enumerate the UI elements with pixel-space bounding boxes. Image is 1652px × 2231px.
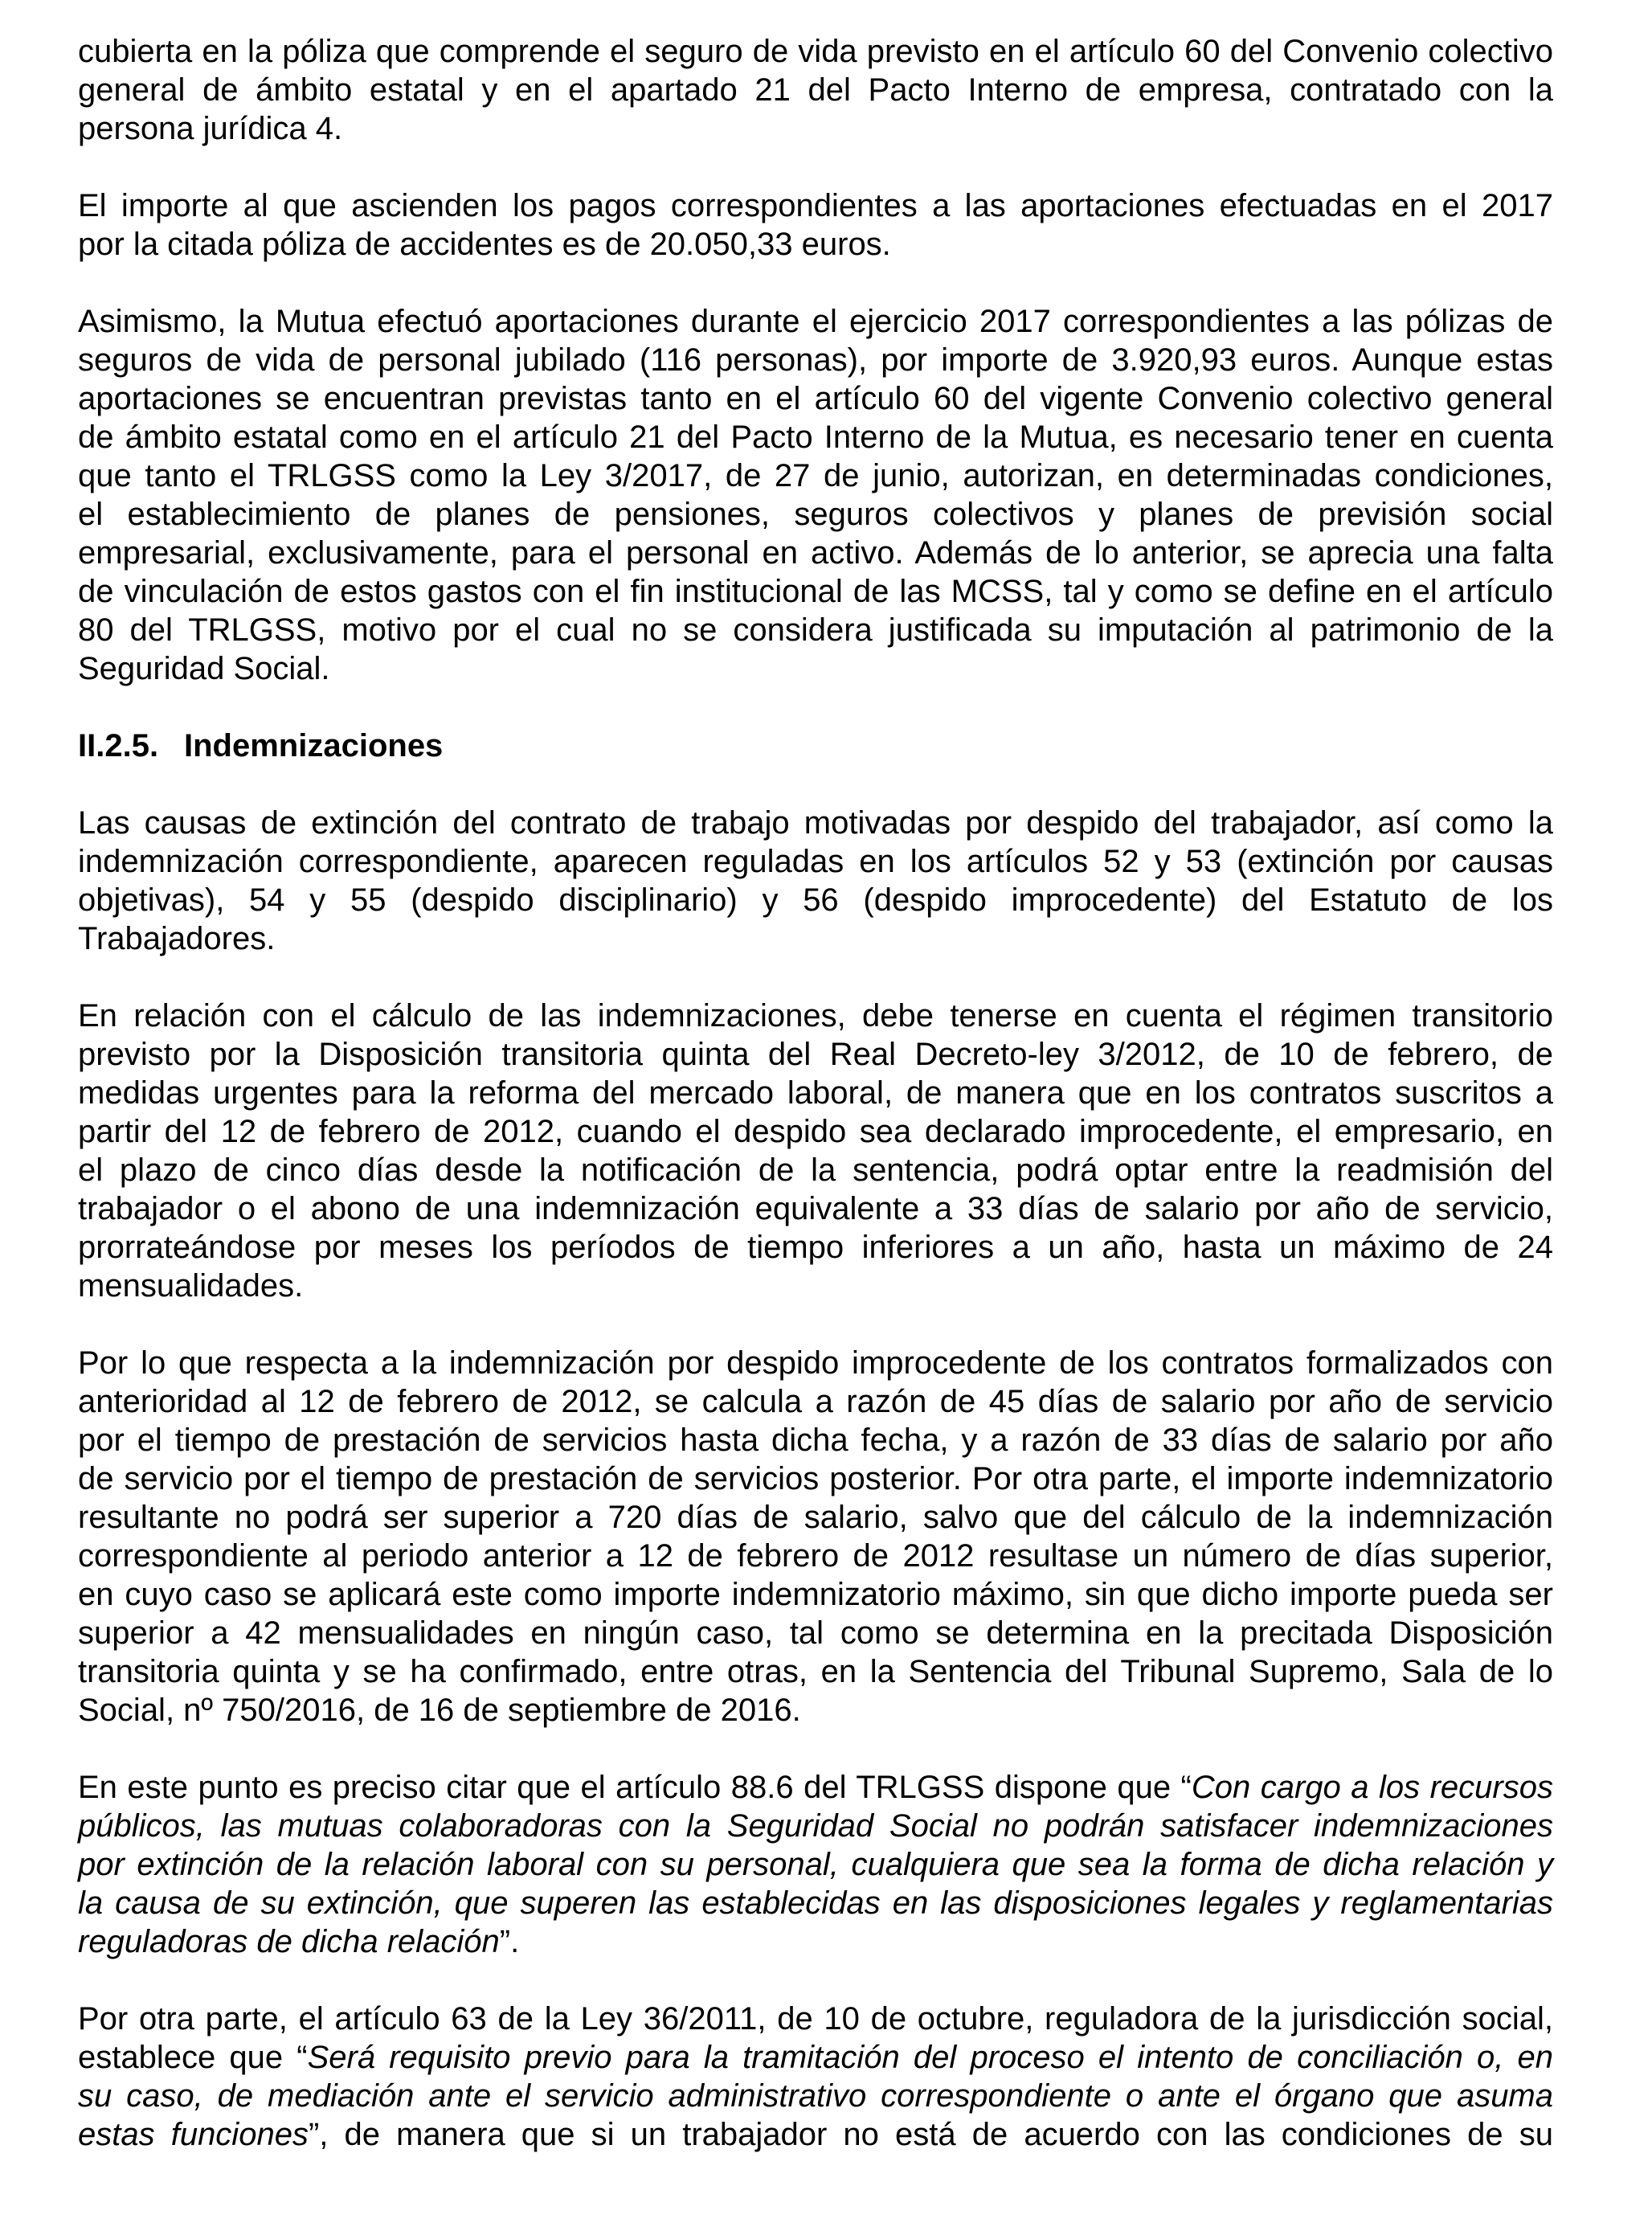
- paragraph: [78, 2000, 1553, 2154]
- quoted-text: estas funciones: [78, 2117, 309, 2152]
- text-line: [78, 1498, 1553, 1537]
- text-line: [78, 495, 1553, 534]
- text-segment: en cuyo caso se aplicará este como importe indemnizatorio máximo, sin que dicho importe pueda ser: [78, 1577, 1553, 1612]
- text-line: [78, 1537, 1553, 1575]
- text-line: [78, 2077, 1553, 2115]
- text-line: [78, 456, 1553, 495]
- text-segment: Por otra parte, el artículo 63 de la Ley 36/2011, de 10 de octubre, reguladora de la jurisdicción social,: [78, 2001, 1553, 2037]
- text-line: [78, 2038, 1553, 2077]
- text-line: [78, 611, 1553, 649]
- paragraph: [78, 302, 1553, 688]
- paragraphs-after-section: [78, 804, 1553, 2154]
- text-line: [78, 109, 1553, 148]
- paragraph: [78, 997, 1553, 1305]
- text-segment: el plazo de cinco días desde la notificación de la sentencia, podrá optar entre la readmisión del: [78, 1152, 1553, 1188]
- text-line: [78, 2115, 1553, 2154]
- text-segment: Seguridad Social.: [78, 651, 330, 686]
- text-segment: de vinculación de estos gastos con el fin institucional de las MCSS, tal y como se define en el artículo: [78, 574, 1553, 609]
- text-line: [78, 71, 1553, 109]
- text-line: [78, 1845, 1553, 1884]
- text-line: [78, 1344, 1553, 1382]
- text-segment: objetivas), 54 y 55 (despido disciplinario) y 56 (despido improcedente) del Estatuto de los: [78, 882, 1553, 918]
- text-line: [78, 1228, 1553, 1267]
- quoted-text: su caso, de mediación ante el servicio administrativo correspondiente o ante el órgano que asuma: [78, 2078, 1553, 2114]
- paragraph: [78, 186, 1553, 264]
- text-segment: 80 del TRLGSS, motivo por el cual no se considera justificada su imputación al patrimonio de la: [78, 612, 1553, 648]
- text-line: [78, 1922, 1553, 1961]
- text-segment: persona jurídica 4.: [78, 111, 343, 146]
- text-segment: prorrateándose por meses los períodos de tiempo inferiores a un año, hasta un máximo de 24: [78, 1230, 1553, 1265]
- text-segment: El importe al que ascienden los pagos correspondientes a las aportaciones efectuadas en el 2017: [78, 188, 1553, 223]
- text-line: [78, 186, 1553, 225]
- text-line: [78, 1151, 1553, 1189]
- text-segment: ”, de manera que si un trabajador no está de acuerdo con las condiciones de su: [308, 2117, 1553, 2152]
- section-heading: [78, 727, 1553, 765]
- text-segment: Trabajadores.: [78, 921, 276, 956]
- text-line: [78, 1074, 1553, 1112]
- text-line: [78, 842, 1553, 881]
- text-segment: trabajador o el abono de una indemnización equivalente a 33 días de salario por año de servicio,: [78, 1191, 1553, 1226]
- text-line: [78, 1614, 1553, 1652]
- text-line: [78, 302, 1553, 341]
- paragraph: [78, 1768, 1553, 1961]
- text-line: [78, 1035, 1553, 1074]
- text-line: [78, 1691, 1553, 1730]
- text-segment: resultante no podrá ser superior a 720 días de salario, salvo que del cálculo de la indemnización: [78, 1500, 1553, 1535]
- text-segment: previsto por la Disposición transitoria quinta del Real Decreto-ley 3/2012, de 10 de febrero, de: [78, 1037, 1553, 1072]
- text-line: [78, 32, 1553, 71]
- text-segment: establece que “: [78, 2040, 308, 2075]
- text-line: [78, 881, 1553, 919]
- text-segment: aportaciones se encuentran previstas tanto en el artículo 60 del vigente Convenio colectivo general: [78, 381, 1553, 416]
- text-segment: indemnización correspondiente, aparecen reguladas en los artículos 52 y 53 (extinción por causas: [78, 844, 1553, 879]
- text-segment: que tanto el TRLGSS como la Ley 3/2017, de 27 de junio, autorizan, en determinadas condiciones,: [78, 458, 1553, 493]
- text-segment: de servicio por el tiempo de prestación de servicios posterior. Por otra parte, el importe indemnizatorio: [78, 1461, 1553, 1496]
- text-segment: empresarial, exclusivamente, para el personal en activo. Además de lo anterior, se aprecia una falta: [78, 535, 1553, 571]
- section-number: II.2.5.: [78, 728, 159, 763]
- quoted-text: reguladoras de dicha relación: [78, 1924, 500, 1959]
- text-line: [78, 1768, 1553, 1807]
- text-segment: partir del 12 de febrero de 2012, cuando el despido sea declarado improcedente, el empresario, en: [78, 1114, 1553, 1149]
- quoted-text: públicos, las mutuas colaboradoras con la Seguridad Social no podrán satisfacer indemnizaciones: [78, 1808, 1553, 1844]
- text-line: [78, 1112, 1553, 1151]
- text-line: [78, 534, 1553, 572]
- text-line: [78, 1421, 1553, 1459]
- text-line: [78, 1267, 1553, 1305]
- text-line: [78, 1807, 1553, 1845]
- document-page: [78, 32, 1553, 2192]
- text-segment: cubierta en la póliza que comprende el seguro de vida previsto en el artículo 60 del Convenio colectivo: [78, 34, 1553, 69]
- text-line: [78, 919, 1553, 958]
- text-segment: ”.: [499, 1924, 520, 1959]
- quoted-text: Con cargo a los recursos: [1191, 1770, 1553, 1805]
- text-line: [78, 804, 1553, 842]
- text-segment: mensualidades.: [78, 1268, 304, 1304]
- text-line: [78, 1652, 1553, 1691]
- text-segment: En relación con el cálculo de las indemnizaciones, debe tenerse en cuenta el régimen transitorio: [78, 998, 1553, 1034]
- text-segment: general de ámbito estatal y en el apartado 21 del Pacto Interno de empresa, contratado con la: [78, 72, 1553, 108]
- text-line: [78, 2000, 1553, 2038]
- text-segment: medidas urgentes para la reforma del mercado laboral, de manera que en los contratos suscritos a: [78, 1075, 1553, 1111]
- text-segment: superior a 42 mensualidades en ningún caso, tal como se determina en la precitada Disposición: [78, 1615, 1553, 1651]
- text-line: [78, 1575, 1553, 1614]
- text-line: [78, 649, 1553, 688]
- text-segment: el establecimiento de planes de pensiones, seguros colectivos y planes de previsión social: [78, 497, 1553, 532]
- text-segment: correspondiente al periodo anterior a 12 de febrero de 2012 resultase un número de días superior,: [78, 1538, 1553, 1574]
- text-segment: Asimismo, la Mutua efectuó aportaciones durante el ejercicio 2017 correspondientes a las pólizas de: [78, 304, 1553, 339]
- text-line: [78, 1884, 1553, 1922]
- quoted-text: por extinción de la relación laboral con su personal, cualquiera que sea la forma de dicha relación y: [78, 1847, 1553, 1882]
- text-line: [78, 225, 1553, 264]
- text-line: [78, 379, 1553, 418]
- quoted-text: Será requisito previo para la tramitación del proceso el intento de conciliación o, en: [307, 2040, 1554, 2075]
- paragraph: [78, 32, 1553, 148]
- text-segment: por la citada póliza de accidentes es de 20.050,33 euros.: [78, 227, 891, 262]
- text-line: [78, 341, 1553, 379]
- text-segment: En este punto es preciso citar que el artículo 88.6 del TRLGSS dispone que “: [78, 1770, 1192, 1805]
- text-segment: transitoria quinta y se ha confirmado, entre otras, en la Sentencia del Tribunal Supremo, Sala de lo: [78, 1654, 1553, 1689]
- paragraph: [78, 1344, 1553, 1730]
- text-segment: de ámbito estatal como en el artículo 21 del Pacto Interno de la Mutua, es necesario tener en cuenta: [78, 420, 1553, 455]
- text-line: [78, 1459, 1553, 1498]
- text-line: [78, 1382, 1553, 1421]
- text-segment: Las causas de extinción del contrato de trabajo motivadas por despido del trabajador, así como la: [78, 805, 1553, 841]
- text-line: [78, 1189, 1553, 1228]
- text-segment: Social, nº 750/2016, de 16 de septiembre de 2016.: [78, 1693, 801, 1728]
- section-title: Indemnizaciones: [184, 728, 444, 763]
- paragraph: [78, 804, 1553, 958]
- text-line: [78, 997, 1553, 1035]
- quoted-text: la causa de su extinción, que superen las establecidas en las disposiciones legales y reglamentarias: [78, 1885, 1553, 1921]
- paragraphs-before-section: [78, 32, 1553, 688]
- text-segment: por el tiempo de prestación de servicios hasta dicha fecha, y a razón de 33 días de salario por año: [78, 1423, 1553, 1458]
- text-line: [78, 572, 1553, 611]
- text-line: [78, 418, 1553, 456]
- text-segment: Por lo que respecta a la indemnización por despido improcedente de los contratos formalizados con: [78, 1345, 1553, 1381]
- text-segment: anterioridad al 12 de febrero de 2012, se calcula a razón de 45 días de salario por año de servicio: [78, 1384, 1553, 1419]
- text-segment: seguros de vida de personal jubilado (116 personas), por importe de 3.920,93 euros. Aunque estas: [78, 342, 1553, 378]
